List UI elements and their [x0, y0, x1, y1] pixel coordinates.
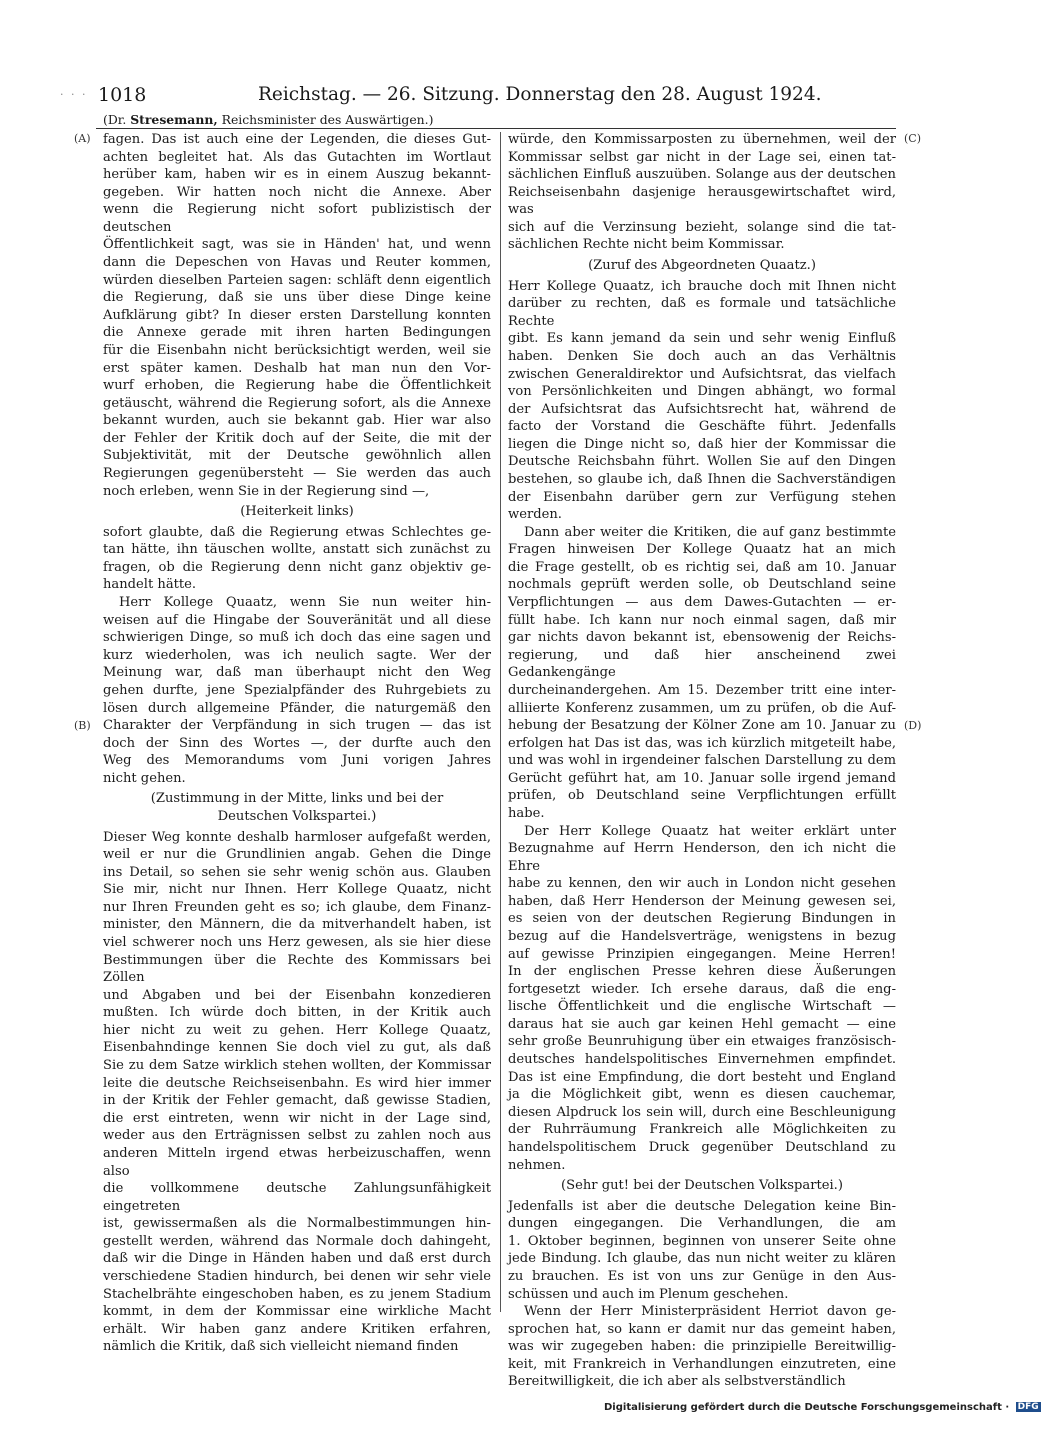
paragraph: [103, 131, 491, 500]
header-rule: [96, 128, 896, 129]
paragraph: [508, 1303, 896, 1391]
text-line: bezug auf die Handelsverträge, wenigstens in bezug: [508, 929, 896, 945]
margin-mark-d: (D): [904, 719, 922, 732]
text-line: prüfen, ob Deutschland seine Verpflichtungen erfüllt habe.: [508, 788, 896, 821]
text-line: die Annexe gerade mit ihren harten Bedingungen: [103, 325, 491, 341]
text-line: verschiedene Stadien hindurch, bei denen wir sehr viele: [103, 1269, 491, 1284]
paragraph: [508, 1198, 896, 1303]
text-line: Bezugnahme auf Herrn Henderson, den ich nicht die Ehre: [508, 841, 896, 874]
text-line: Bestimmungen über die Rechte des Kommissars bei Zöllen: [103, 952, 491, 986]
text-line: zu brauchen. Es ist von uns zur Genüge in den Aus-: [508, 1269, 896, 1284]
text-line: liegen die Dinge nicht so, daß hier der Kommissar die: [508, 436, 896, 452]
text-line: der Fehler der Kritik doch auf der Seite, die mit der: [103, 430, 491, 446]
text-line: deutsches handelspolitisches Einvernehmen empfindet.: [508, 1052, 896, 1068]
text-line: es seien von der deutschen Regierung Bindungen in: [508, 911, 896, 927]
text-line: Sie mir, nicht nur Ihnen. Herr Kollege Quaatz, nicht: [103, 882, 491, 898]
text-line: weisen auf die Hingabe der Souveränität und all diese: [103, 612, 491, 628]
interjection: [103, 503, 491, 521]
right-column: [508, 131, 896, 1391]
text-line: sächlichen Rechte nicht beim Kommissar.: [508, 237, 785, 253]
text-line: würde, den Kommissarposten zu übernehmen, weil der: [508, 132, 896, 147]
text-line: Jedenfalls ist aber die deutsche Delegation keine Bin-: [508, 1198, 896, 1214]
text-line: ist, gewissermaßen als die Normalbestimmungen hin-: [103, 1216, 491, 1232]
text-line: würden dieselben Parteien sagen: schläft denn eigentlich: [103, 272, 491, 288]
text-line: Das ist eine Empfindung, die dort besteht und England: [508, 1069, 896, 1085]
text-line: haben. Denken Sie doch auch an das Verhältnis: [508, 348, 896, 364]
paragraph: [508, 823, 896, 1175]
text-line: (Heiterkeit links): [240, 504, 354, 520]
text-line: mußten. Ich würde doch bitten, in der Kritik auch: [103, 1005, 491, 1021]
text-line: nämlich die Kritik, daß sich vielleicht niemand finden: [103, 1339, 459, 1355]
text-line: viel schwerer noch uns Herz gewesen, als sie hier diese: [103, 935, 491, 951]
text-line: von Persönlichkeiten und Dingen abhängt, wo formal: [508, 384, 896, 400]
text-line: zwischen Generaldirektor und Aufsichtsrat, das vielfach: [508, 366, 896, 382]
text-line: Bereitwilligkeit, die ich aber als selbstverständlich: [508, 1374, 846, 1390]
text-line: sofort glaubte, daß die Regierung etwas Schlechtes ge-: [103, 524, 491, 540]
text-line: regierung, und daß hier anscheinend zwei Gedankengänge: [508, 647, 896, 681]
text-line: gibt. Es kann jemand da sein und sehr wenig Einfluß: [508, 331, 896, 347]
text-line: die erst eintreten, wenn wir nicht in der Lage sind,: [103, 1110, 491, 1126]
text-line: bekannt wurden, auch sie bekannt gab. Hier war also: [103, 413, 491, 429]
text-line: fagen. Das ist auch eine der Legenden, die dieses Gut-: [103, 132, 491, 147]
text-line: und was wohl in irgendeiner falschen Darstellung zu dem: [508, 753, 896, 769]
text-line: kommt, in dem der Kommissar eine wirkliche Macht: [103, 1304, 491, 1320]
text-line: jede Bindung. Ich glaube, das nun nicht weiter zu klären: [508, 1251, 896, 1267]
interjection: [508, 257, 896, 275]
text-line: daß wir die Dinge in Händen haben und daß erst durch: [103, 1251, 491, 1267]
text-line: schwierigen Dinge, so muß ich doch das eine sagen und: [103, 630, 491, 646]
text-line: keit, mit Frankreich in Verhandlungen einzutreten, eine: [508, 1356, 896, 1372]
text-line: Aufklärung gibt? In dieser ersten Darstellung konnten: [103, 307, 491, 323]
text-line: Subjektivität, mit der Deutsche gewöhnlich allen: [103, 448, 491, 464]
text-line: bestehen, so glaube ich, daß Ihnen die Sachverständigen: [508, 471, 896, 487]
text-line: tan hätte, ihn täuschen wollte, anstatt sich zunächst zu: [103, 542, 491, 558]
text-line: gar nichts davon bekannt ist, ebensowenig der Reichs-: [508, 630, 896, 646]
text-line: Regierungen gegenübersteht — Sie werden das auch: [103, 465, 491, 481]
text-line: der Ruhrräumung Frankreich alle Möglichkeiten zu: [508, 1122, 896, 1138]
text-line: fragen, ob die Regierung denn nicht ganz objektiv ge-: [103, 559, 491, 575]
text-line: die Regierung, daß sie uns über diese Dinge keine: [103, 290, 491, 306]
paragraph: [103, 524, 491, 594]
text-line: daraus hat sie auch gar keinen Hehl gemacht — eine: [508, 1016, 896, 1032]
paragraph: [508, 131, 896, 254]
text-line: gegeben. Wir hatten noch nicht die Annexe. Aber: [103, 184, 491, 200]
text-line: gestellt werden, während das Normale doch dahingeht,: [103, 1233, 491, 1249]
text-line: Herr Kollege Quaatz, wenn Sie nun weiter hin-: [119, 595, 491, 611]
text-line: haben, daß Herr Henderson der Meinung gewesen sei,: [508, 893, 896, 909]
text-line: facto der Vorstand die Geschäfte führt. Jedenfalls: [508, 419, 896, 435]
interjection: [508, 1177, 896, 1195]
text-line: nochmals geprüft werden solle, ob Deutschland seine: [508, 577, 896, 593]
text-line: habe zu kennen, den wir auch in London nicht gesehen: [508, 876, 896, 892]
dfg-logo: DFG: [1017, 1402, 1039, 1412]
text-line: der Eisenbahn darüber gern zur Verfügung stehen werden.: [508, 489, 896, 523]
text-line: Fragen hinweisen Der Kollege Quaatz hat an mich: [508, 542, 896, 558]
text-line: für die Eisenbahn nicht berücksichtigt werden, weil sie: [103, 342, 491, 358]
text-line: Wenn der Herr Ministerpräsident Herriot davon ge-: [524, 1304, 896, 1320]
paragraph: [103, 829, 491, 1356]
text-line: sprochen hat, so kann er damit nur das gemeint haben,: [508, 1321, 896, 1337]
text-line: Kommissar selbst gar nicht in der Lage sei, einen tat-: [508, 149, 896, 165]
text-line: Dieser Weg konnte deshalb harmloser aufgefaßt werden,: [103, 829, 491, 845]
text-line: Deutschen Volkspartei.): [217, 808, 377, 824]
interjection: [103, 790, 491, 825]
text-line: Meinung war, daß man überhaupt nicht den Weg: [103, 665, 491, 681]
speaker-open: (Dr.: [103, 112, 127, 127]
text-line: nehmen.: [508, 1157, 566, 1173]
text-line: der Aufsichtsrat das Aufsichtsrecht hat, während de: [508, 401, 896, 417]
text-line: Verpflichtungen — aus dem Dawes-Gutachten — er-: [508, 595, 896, 611]
text-line: Dann aber weiter die Kritiken, die auf ganz bestimmte: [524, 524, 896, 540]
text-line: diesen Alpdruck los sein will, durch eine Beschleunigung: [508, 1104, 896, 1120]
text-line: handelt hätte.: [103, 577, 197, 593]
text-line: die vollkommene deutsche Zahlungsunfähigkeit eingetreten: [103, 1181, 491, 1214]
text-line: (Zustimmung in der Mitte, links und bei der: [150, 791, 444, 807]
text-line: lösen durch allgemeine Pfänder, die naturgemäß den: [103, 700, 491, 716]
text-line: In der englischen Presse kehren diese Äußerungen: [508, 964, 896, 980]
text-line: doch der Sinn des Wortes —, der durfte auch den: [103, 735, 491, 751]
text-line: dann die Depeschen von Havas und Reuter kommen,: [103, 255, 491, 271]
speaker-line: [103, 112, 433, 127]
footer-text: Digitalisierung gefördert durch die Deutsche Forschungsgemeinschaft ·: [604, 1402, 1010, 1413]
text-line: nur Ihren Freunden geht es so; ich glaube, dem Finanz-: [103, 899, 491, 915]
text-line: Öffentlichkeit sagt, was sie in Händen' hat, und wenn: [103, 237, 491, 253]
text-line: Der Herr Kollege Quaatz hat weiter erklärt unter: [524, 823, 896, 839]
text-line: ins Detail, so sehen sie sehr wenig schön aus. Glauben: [103, 864, 491, 880]
text-line: Sie zu dem Satze wirklich stehen wollten, der Kommissar: [103, 1058, 491, 1074]
speaker-title: Reichsminister des Auswärtigen.): [221, 112, 434, 127]
text-line: Charakter der Verpfändung in sich trugen — das ist: [103, 718, 491, 734]
text-line: erst später kamen. Deshalb hat man nun den Vor-: [103, 360, 491, 376]
text-line: schüssen und auch im Plenum geschehen.: [508, 1286, 789, 1302]
text-line: weder aus den Erträgnissen selbst zu zahlen noch aus: [103, 1128, 491, 1144]
text-line: achten begleitet hat. Als das Gutachten im Wortlaut: [103, 149, 491, 165]
page-number: 1018: [98, 84, 147, 106]
paragraph: [508, 278, 896, 524]
text-line: sächlichen Einfluß auszuüben. Solange aus der deutschen: [508, 167, 896, 183]
text-line: Weg des Memorandums vom Juni vorigen Jahres: [103, 753, 491, 769]
text-line: Gerücht geführt hat, am 10. Januar solle irgend jemand: [508, 770, 896, 786]
column-divider: [500, 132, 501, 1312]
text-line: (Zuruf des Abgeordneten Quaatz.): [588, 258, 816, 274]
text-line: anderen Mitteln irgend etwas herbeizuschaffen, wenn also: [103, 1145, 491, 1179]
text-line: handelspolitischem Druck gegenüber Deutschland zu: [508, 1139, 896, 1155]
text-line: fortgesetzt wieder. Ich ersehe daraus, daß die eng-: [508, 981, 896, 997]
paragraph: [508, 524, 896, 823]
text-line: lische Öffentlichkeit und die englische Wirtschaft —: [508, 999, 896, 1015]
text-line: die Frage gestellt, ob es richtig sei, daß am 10. Januar: [508, 559, 896, 575]
text-line: minister, den Männern, die da mitverhandelt haben, ist: [103, 917, 491, 933]
text-line: was wir zugegeben haben: die prinzipielle Bereitwillig-: [508, 1339, 896, 1355]
text-line: Eisenbahndinge kennen Sie doch viel zu gut, als daß: [103, 1040, 491, 1056]
text-line: noch erleben, wenn Sie in der Regierung sind —,: [103, 483, 430, 499]
text-line: kurz wiederholen, was ich neulich sagte. Wer der: [103, 647, 491, 663]
text-line: Reichseisenbahn dasjenige herausgewirtschaftet wird, was: [508, 184, 896, 218]
text-line: sehr große Beunruhigung über ein etwaiges französisch-: [508, 1034, 896, 1050]
text-line: gehen durfte, jene Spezialpfänder des Ruhrgebiets zu: [103, 682, 491, 698]
text-line: hier nicht zu weit zu gehen. Herr Kollege Quaatz,: [103, 1022, 491, 1038]
text-line: Deutsche Reichsbahn führt. Wollen Sie auf den Dingen: [508, 454, 896, 470]
text-line: leite die deutsche Reichseisenbahn. Es wird hier immer: [103, 1075, 491, 1091]
margin-mark-c: (C): [904, 132, 921, 145]
text-line: in der Kritik der Fehler gemacht, daß gewisse Stadien,: [103, 1093, 491, 1109]
footer-credit: [604, 1402, 1041, 1413]
text-line: darüber zu rechten, daß es formale und tatsächliche Rechte: [508, 296, 896, 329]
paragraph: [103, 594, 491, 787]
running-head: Reichstag. — 26. Sitzung. Donnerstag den 28. August 1924.: [258, 84, 822, 105]
text-line: Stachelbrähte eingeschoben haben, es zu jenem Stadium: [103, 1286, 491, 1302]
text-line: sich auf die Verzinsung bezieht, solange sind die tat-: [508, 219, 896, 235]
text-line: weil er nur die Grundlinien angab. Gehen die Dinge: [103, 847, 491, 863]
text-line: wurf erhoben, die Regierung habe die Öffentlichkeit: [103, 378, 491, 394]
text-line: wenn die Regierung nicht sofort publizistisch der deutschen: [103, 202, 491, 235]
left-column: [103, 131, 491, 1356]
text-line: hebung der Besatzung der Kölner Zone am 10. Januar zu: [508, 718, 896, 734]
text-line: erhält. Wir haben ganz andere Kritiken erfahren,: [103, 1321, 491, 1337]
header-dots: · · ·: [60, 88, 88, 101]
text-line: alliierte Konferenz zusammen, um zu prüfen, ob die Auf-: [508, 700, 896, 716]
margin-mark-a: (A): [74, 132, 91, 145]
text-line: erfolgen hat Das ist das, was ich kürzlich mitgeteilt habe,: [508, 735, 896, 751]
text-line: durcheinandergehen. Am 15. Dezember tritt eine inter-: [508, 682, 896, 698]
text-line: auf gewisse Prinzipien eingegangen. Meine Herren!: [508, 946, 896, 962]
text-line: 1. Oktober beginnen, beginnen von unserer Seite ohne: [508, 1233, 896, 1249]
margin-mark-b: (B): [74, 719, 91, 732]
text-line: und Abgaben und bei der Eisenbahn konzedieren: [103, 987, 491, 1003]
speaker-name: Stresemann,: [130, 112, 218, 127]
text-line: Herr Kollege Quaatz, ich brauche doch mit Ihnen nicht: [508, 278, 896, 294]
text-line: (Sehr gut! bei der Deutschen Volkspartei.): [561, 1178, 843, 1194]
text-line: ja die Möglichkeit gibt, wenn es diesen cauchemar,: [508, 1087, 896, 1103]
text-line: dungen eingegangen. Die Verhandlungen, die am: [508, 1216, 896, 1232]
text-line: nicht gehen.: [103, 770, 186, 786]
text-line: herüber kam, haben wir es in einem Auszug bekannt-: [103, 167, 491, 183]
text-line: füllt habe. Ich kann nur noch einmal sagen, daß mir: [508, 612, 896, 628]
text-line: getäuscht, während die Regierung sofort, als die Annexe: [103, 395, 491, 411]
